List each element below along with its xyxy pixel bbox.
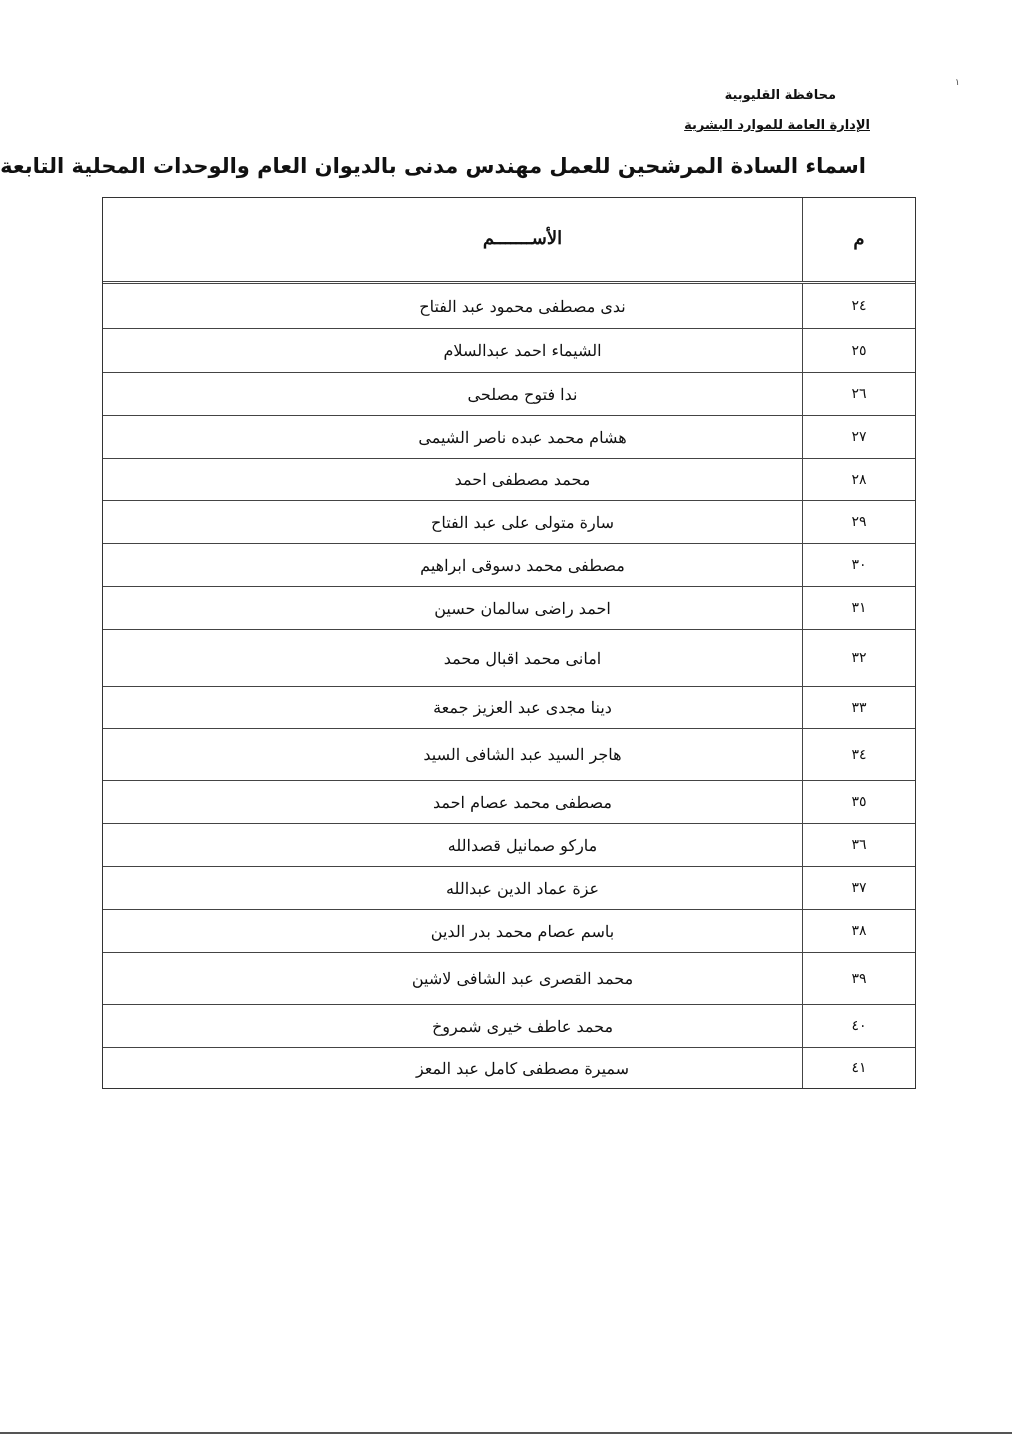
table-row [103,1004,915,1047]
candidate-name: مصطفى محمد دسوقى ابراهيم [420,555,625,575]
scan-edge [0,1432,1012,1434]
row-number: ٢٥ [802,329,915,372]
table-row [103,866,915,909]
table-row [103,952,915,1004]
table-row [103,372,915,415]
row-number: ٣٥ [802,781,915,823]
candidate-name: هاجر السيد عبد الشافى السيد [423,745,622,764]
row-number: ٤١ [802,1048,915,1088]
candidate-name: محمد القصرى عبد الشافى لاشين [411,969,634,988]
row-number: ٣١ [802,587,915,629]
candidate-name: هشام محمد عبده ناصر الشيمى [418,427,627,447]
table-row [103,458,915,500]
candidate-name: مصطفى محمد عصام احمد [433,792,612,812]
column-header-name: الأســـــــم [482,228,563,249]
table-row [103,284,915,328]
row-number: ٣٧ [802,867,915,909]
table-row [103,629,915,686]
table-row [103,500,915,543]
governorate-name: محافظة القليوبية [724,88,836,103]
candidates-table [102,197,916,1089]
candidate-name: الشيماء احمد عبدالسلام [443,341,602,360]
candidate-name: ماركو صمانيل قصدالله [447,835,598,855]
candidate-name: سارة متولى على عبد الفتاح [431,512,615,532]
candidate-name: محمد مصطفى احمد [454,470,591,489]
row-number: ٢٤ [802,284,915,328]
table-row [103,823,915,866]
candidate-name: سميرة مصطفى كامل عبد المعز [415,1058,630,1078]
row-number: ٣٩ [802,953,915,1004]
row-number: ٢٦ [802,373,915,415]
row-number: ٢٩ [802,501,915,543]
column-header-number: م [802,198,915,281]
table-row [103,415,915,458]
row-number: ٣٣ [802,687,915,728]
row-number: ٤٠ [802,1005,915,1047]
row-number: ٢٧ [802,416,915,458]
department-name: الإدارة العامة للموارد البشرية [684,118,870,133]
row-number: ٣٠ [802,544,915,586]
table-row [103,543,915,586]
document-title: اسماء السادة المرشحين للعمل مهندس مدنى بالديوان العام والوحدات المحلية التابعة [0,154,866,178]
table-header-row [103,198,915,284]
candidate-name: ندا فتوح مصلحى [467,384,578,404]
candidate-name: محمد عاطف خيرى شمروخ [431,1016,614,1036]
row-number: ٢٨ [802,459,915,500]
row-number: ٣٦ [802,824,915,866]
table-row [103,909,915,952]
candidate-name: دينا مجدى عبد العزيز جمعة [433,698,612,717]
candidate-name: امانى محمد اقبال محمد [443,648,602,668]
candidate-name: احمد راضى سالمان حسين [434,598,611,618]
candidate-name: باسم عصام محمد بدر الدين [430,921,615,941]
page-number: ١ [955,78,960,88]
table-row [103,328,915,372]
table-row [103,728,915,780]
candidate-name: ندى مصطفى محمود عبد الفتاح [419,296,626,316]
row-number: ٣٢ [802,630,915,686]
row-number: ٣٤ [802,729,915,780]
table-row [103,686,915,728]
table-row [103,586,915,629]
table-row [103,1047,915,1088]
table-row [103,780,915,823]
row-number: ٣٨ [802,910,915,952]
candidate-name: عزة عماد الدين عبدالله [445,878,600,898]
